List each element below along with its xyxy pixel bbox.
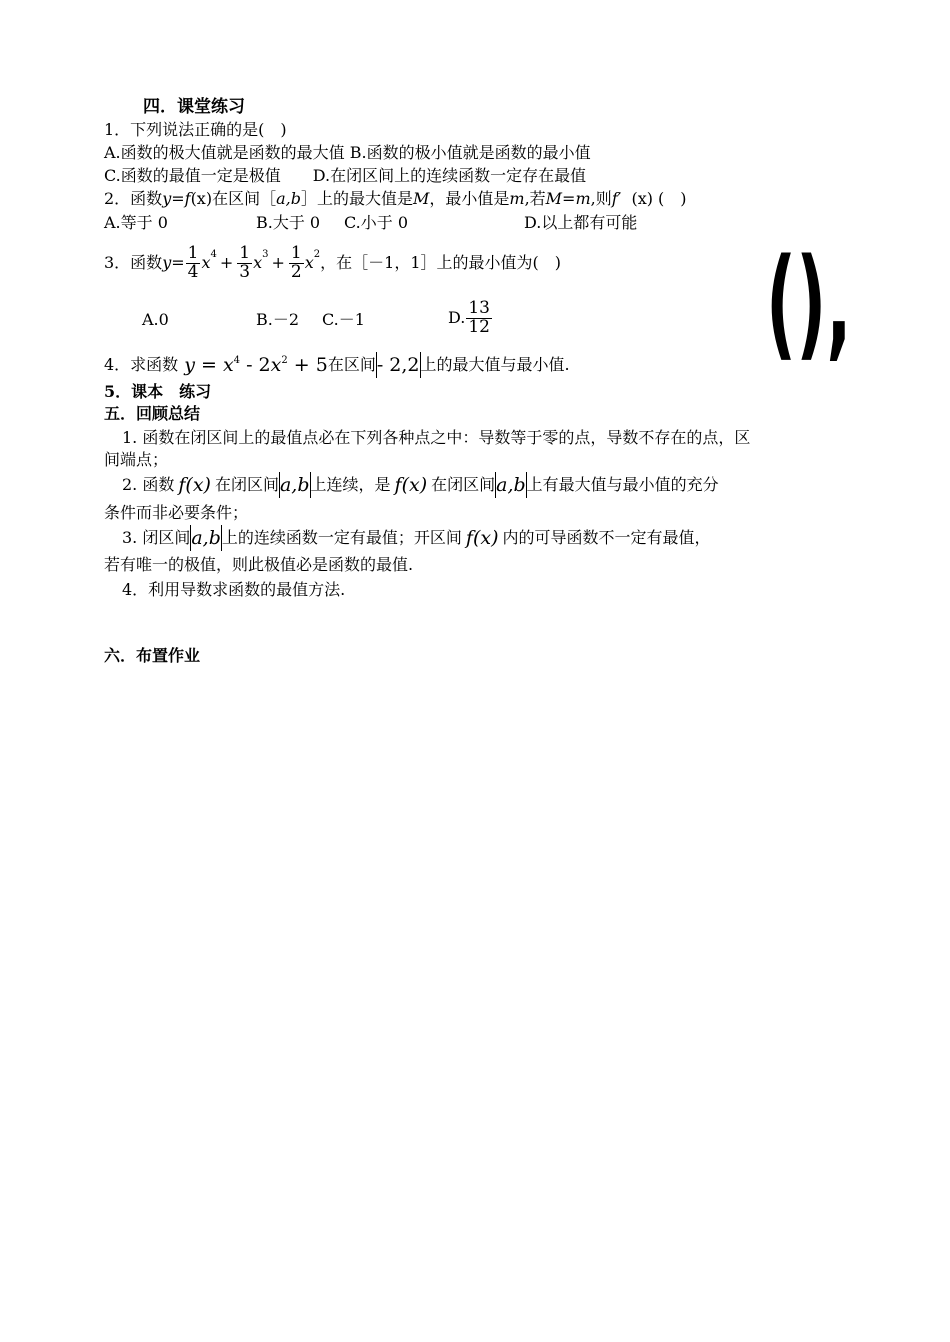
stray-bracket-glyph: (),	[766, 234, 852, 373]
q2-option-b: B.大于 0	[256, 213, 321, 232]
q2-option-a: A.等于 0	[104, 213, 168, 232]
q5-textbook-exercise: 5．课本 练习	[104, 382, 212, 401]
q4-stem: 4．求函数 $y = x^4 - 2x^2 + 5$ 在区间 - 2,2 上的最大值与最小值.	[104, 352, 570, 378]
section-4-title: 四．课堂练习	[143, 97, 245, 117]
summary-3-line1: 3. 闭区间 a,b 上的连续函数一定有最值；开区间 f(x) 内的可导函数不一定有最值，	[122, 524, 711, 552]
q3-fraction-third: $\frac{1}{3}$	[239, 242, 251, 282]
q3-option-d: D. $\frac{13}{12}$	[448, 297, 490, 337]
summary-2-line2: 条件而非必要条件；	[104, 503, 249, 522]
q3-fraction-half: $\frac{1}{2}$	[290, 242, 302, 282]
section-6-title: 六．布置作业	[104, 646, 201, 665]
q2-option-d: D.以上都有可能	[524, 213, 638, 232]
summary-1-line1: 1. 函数在闭区间上的最值点必在下列各种点之中：导数等于零的点，导数不存在的点，区	[122, 428, 751, 447]
q4-interval: - 2,2	[376, 353, 420, 376]
q2-option-c: C.小于 0	[344, 213, 409, 232]
q2-stem: 2．函数y=f(x)在区间［a,b］上的最大值是M，最小值是m,若M=m,则f′ (x) ( )	[104, 189, 687, 208]
q3-option-c: C.－1	[322, 310, 365, 329]
summary-2-line1: 2. 函数 f(x) 在闭区间 a,b 上连续，是 f(x) 在闭区间 a,b 上有最大值与最小值的充分	[122, 471, 719, 499]
summary-4: 4．利用导数求函数的最值方法.	[122, 580, 346, 599]
q3-option-a: A.0	[142, 310, 169, 329]
q4-function-expression: $y = x^4 - 2x^2 + 5$	[184, 353, 328, 376]
q1-stem: 1．下列说法正确的是( )	[104, 120, 287, 139]
summary-1-line2: 间端点；	[104, 450, 169, 469]
summary-3-line2: 若有唯一的极值，则此极值必是函数的最值.	[104, 555, 414, 574]
q3-stem: 3．函数 y = $\frac{1}{4}$ x 4 + $\frac{1}{3}$ x 3 + $\frac{1}{2}$ x 2 ，在［－1，1］上的最小值为( )	[104, 242, 562, 282]
section-5-title: 五．回顾总结	[104, 404, 201, 423]
q1-options-ab: A.函数的极大值就是函数的最大值 B.函数的极小值就是函数的最小值	[104, 143, 591, 162]
q1-options-cd: C.函数的最值一定是极值 D.在闭区间上的连续函数一定存在最值	[104, 166, 587, 185]
q3-fraction-quarter: $\frac{1}{4}$	[187, 242, 199, 282]
q3-option-b: B.－2	[256, 310, 300, 329]
